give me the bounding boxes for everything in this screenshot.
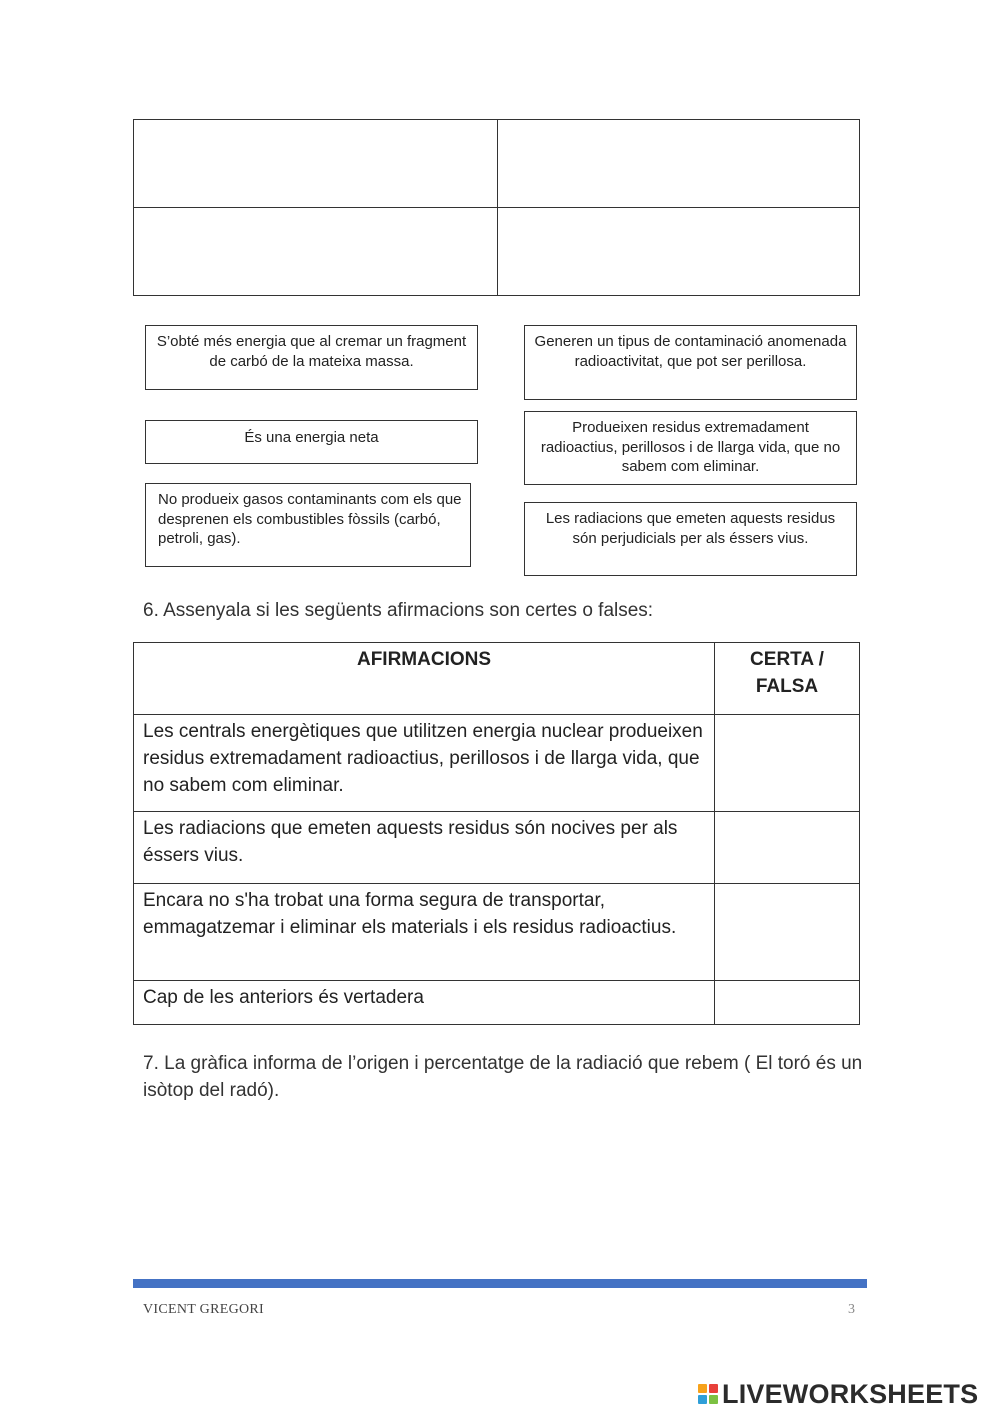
statement-card-1[interactable] [145, 325, 478, 390]
statement-card-5[interactable] [524, 411, 857, 485]
drop-cell-3[interactable] [134, 208, 497, 296]
statement-cell: Les radiacions que emeten aquests residus són nocives per als éssers vius. [134, 812, 715, 884]
statement-text: S’obté més energia que al cremar un fragment de carbó de la mateixa massa. [156, 333, 467, 370]
table-row [134, 715, 860, 812]
statement-card-4[interactable] [524, 325, 857, 400]
answer-cell-4[interactable] [715, 981, 860, 1025]
footer-author: VICENT GREGORI [143, 1302, 264, 1317]
statement-text: Produeixen residus extremadament radioactius, perillosos i de llarga vida, que no sabem com eliminar. [540, 419, 841, 475]
drop-grid [133, 119, 860, 296]
brand-name: LIVEWORKSHEETS [722, 1378, 979, 1409]
statement-text: És una energia neta [244, 429, 379, 446]
statement-text: Les radiacions que emeten aquests residus són perjudicials per als éssers vius. [545, 510, 836, 547]
drop-cell-1[interactable] [134, 120, 497, 207]
true-false-table [133, 642, 860, 1025]
statement-text: No produeix gasos contaminants com els que desprenen els combustibles fòssils (carbó, petroli, gas). [158, 491, 462, 547]
question-6-title: 6. Assenyala si les següents afirmacions son certes o falses: [143, 600, 654, 621]
answer-cell-2[interactable] [715, 812, 860, 884]
statement-text: Generen un tipus de contaminació anomenada radioactivitat, que pot ser perillosa. [534, 333, 847, 370]
statement-card-2[interactable] [145, 420, 478, 464]
table-row [134, 981, 860, 1025]
footer-accent-bar [133, 1279, 867, 1288]
answer-cell-3[interactable] [715, 884, 860, 981]
table-header-row [134, 643, 860, 715]
liveworksheets-logo-icon [698, 1384, 718, 1404]
answer-cell-1[interactable] [715, 715, 860, 812]
statement-cell: Encara no s'ha trobat una forma segura de transportar, emmagatzemar i eliminar els materials i els residus radioactius. [134, 884, 715, 981]
statement-card-3[interactable] [145, 483, 471, 567]
drop-cell-2[interactable] [498, 120, 860, 207]
table-row [134, 812, 860, 884]
header-answer: CERTA / FALSA [715, 643, 860, 715]
statement-card-6[interactable] [524, 502, 857, 576]
statement-cell: Cap de les anteriors és vertadera [134, 981, 715, 1025]
drop-cell-4[interactable] [498, 208, 860, 296]
page-number: 3 [848, 1302, 855, 1317]
header-statements: AFIRMACIONS [134, 643, 715, 715]
statement-cell: Les centrals energètiques que utilitzen energia nuclear produeixen residus extremadament radioactius, perillosos i de llarga vida, que no sabem com eliminar. [134, 715, 715, 812]
brand-watermark [698, 1378, 978, 1410]
question-7-title: 7. La gràfica informa de l’origen i percentatge de la radiació que rebem ( El toró és un isòtop del radó). [143, 1053, 863, 1101]
table-row [134, 884, 860, 981]
